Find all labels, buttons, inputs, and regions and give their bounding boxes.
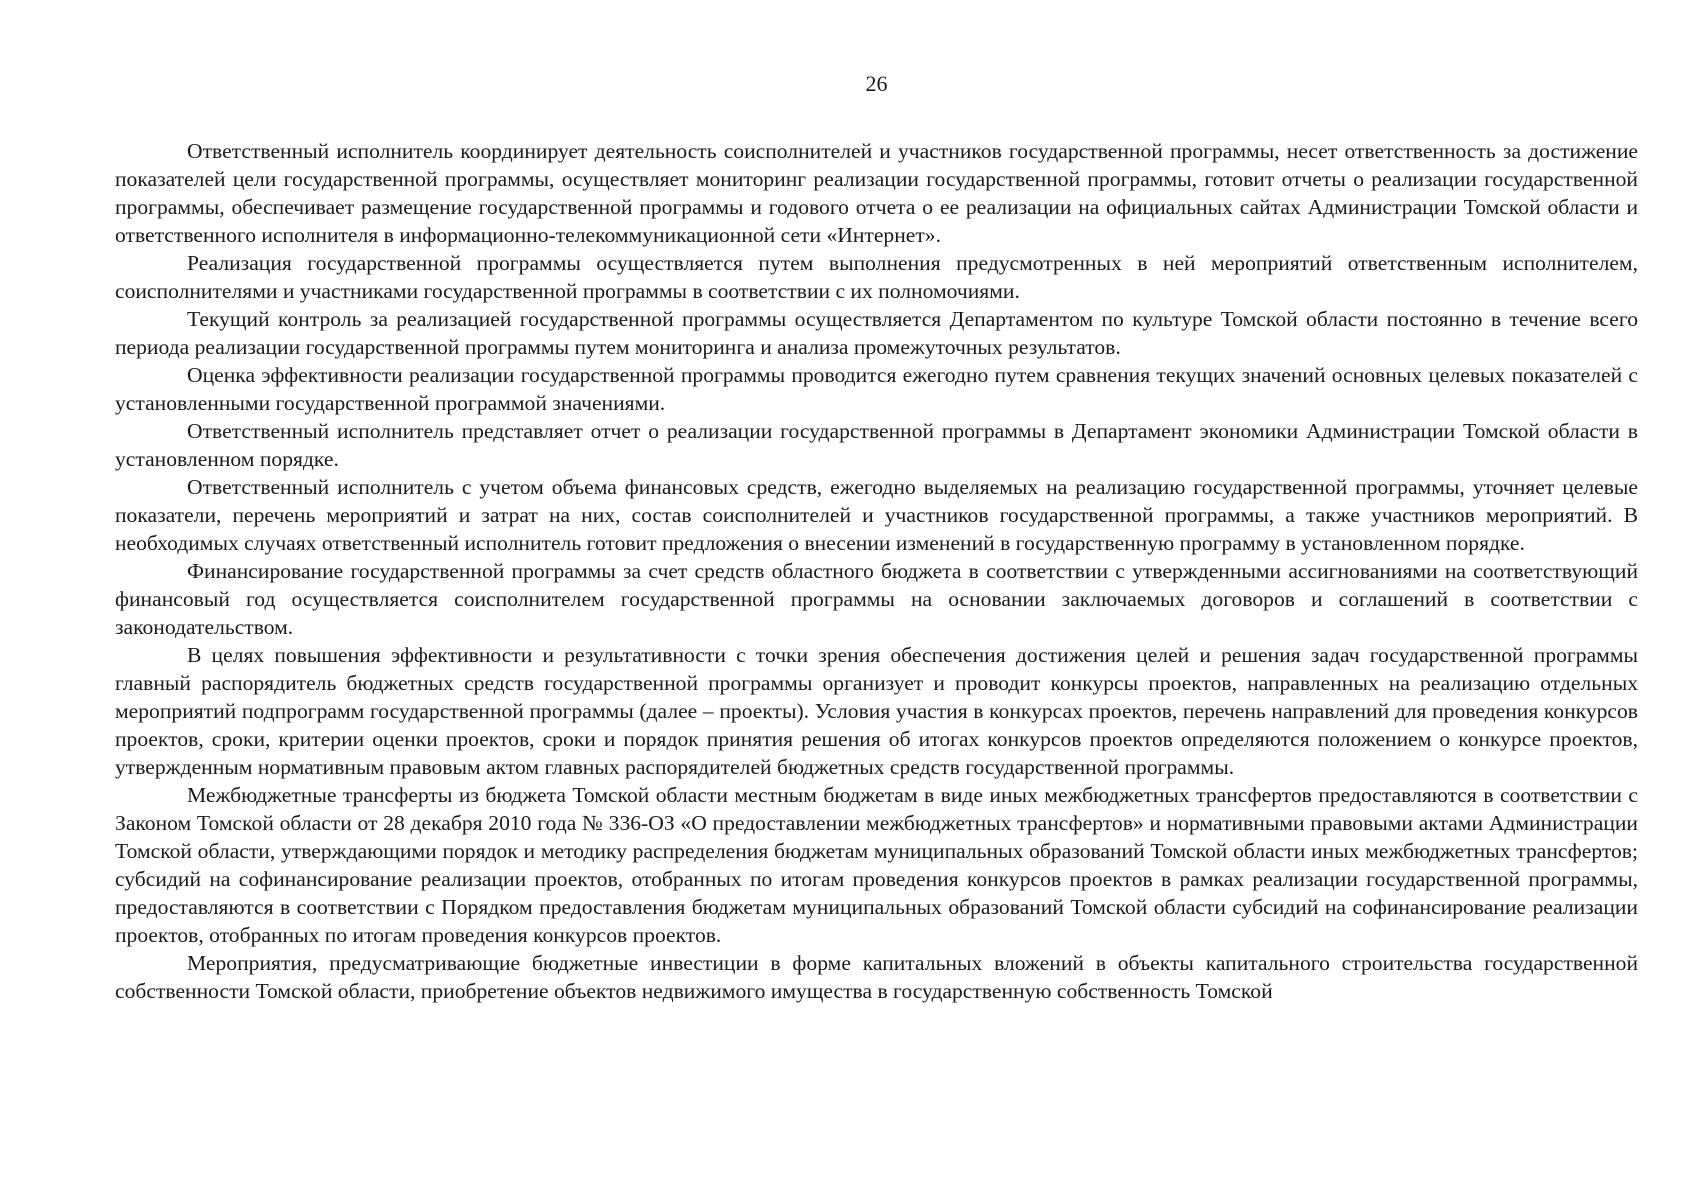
paragraph-capital-investments: Мероприятия, предусматривающие бюджетные инвестиции в форме капитальных вложений в объекты капитального строительства государственной собственности Томской области, приобретение объектов недвижимого имущества в государственную собственность Томской <box>115 951 1638 1003</box>
paragraph-interbudget-transfers: Межбюджетные трансферты из бюджета Томской области местным бюджетам в виде иных межбюджетных трансфертов предоставляются в соответствии с Законом Томской области от 28 декабря 2010 года № 336-ОЗ «О предоставлении межбюджетных трансфертов» и нормативными правовыми актами Администрации Томской области, утверждающими порядок и методику распределения бюджетам муниципальных образований Томской области иных межбюджетных трансфертов; субсидий на софинансирование реализации проектов, отобранных по итогам проведения конкурсов проектов в рамках реализации государственной программы, предоставляются в соответствии с Порядком предоставления бюджетам муниципальных образований Томской области субсидий на софинансирование реализации проектов, отобранных по итогам проведения конкурсов проектов. <box>115 783 1638 947</box>
page-number: 26 <box>865 71 888 96</box>
paragraph-report-submission: Ответственный исполнитель представляет отчет о реализации государственной программы в Департамент экономики Администрации Томской области в установленном порядке. <box>115 419 1638 471</box>
paragraph-current-control: Текущий контроль за реализацией государственной программы осуществляется Департаментом по культуре Томской области постоянно в течение всего периода реализации государственной программы путем мониторинга и анализа промежуточных результатов. <box>115 307 1638 359</box>
paragraph-efficiency-assessment: Оценка эффективности реализации государственной программы проводится ежегодно путем сравнения текущих значений основных целевых показателей с установленными государственной программой значениями. <box>115 363 1638 415</box>
paragraph-project-contests: В целях повышения эффективности и результативности с точки зрения обеспечения достижения целей и решения задач государственной программы главный распорядитель бюджетных средств государственной программы организует и проводит конкурсы проектов, направленных на реализацию отдельных мероприятий подпрограмм государственной программы (далее – проекты). Условия участия в конкурсах проектов, перечень направлений для проведения конкурсов проектов, сроки, критерии оценки проектов, сроки и порядок принятия решения об итогах конкурсов проектов определяются положением о конкурсе проектов, утвержденным нормативным правовым актом главных распорядителей бюджетных средств государственной программы. <box>115 643 1638 779</box>
paragraph-responsible-executor: Ответственный исполнитель координирует деятельность соисполнителей и участников государственной программы, несет ответственность за достижение показателей цели государственной программы, осуществляет мониторинг реализации государственной программы, готовит отчеты о реализации государственной программы, обеспечивает размещение государственной программы и годового отчета о ее реализации на официальных сайтах Администрации Томской области и ответственного исполнителя в информационно-телекоммуникационной сети «Интернет». <box>115 139 1638 247</box>
paragraph-financing: Финансирование государственной программы за счет средств областного бюджета в соответствии с утвержденными ассигнованиями на соответствующий финансовый год осуществляется соисполнителем государственной программы на основании заключаемых договоров и соглашений в соответствии с законодательством. <box>115 559 1638 639</box>
document-body <box>115 137 1638 1005</box>
paragraph-indicator-adjustment: Ответственный исполнитель с учетом объема финансовых средств, ежегодно выделяемых на реализацию государственной программы, уточняет целевые показатели, перечень мероприятий и затрат на них, состав соисполнителей и участников государственной программы, а также участников мероприятий. В необходимых случаях ответственный исполнитель готовит предложения о внесении изменений в государственную программу в установленном порядке. <box>115 475 1638 555</box>
paragraph-program-implementation: Реализация государственной программы осуществляется путем выполнения предусмотренных в ней мероприятий ответственным исполнителем, соисполнителями и участниками государственной программы в соответствии с их полномочиями. <box>115 251 1638 303</box>
